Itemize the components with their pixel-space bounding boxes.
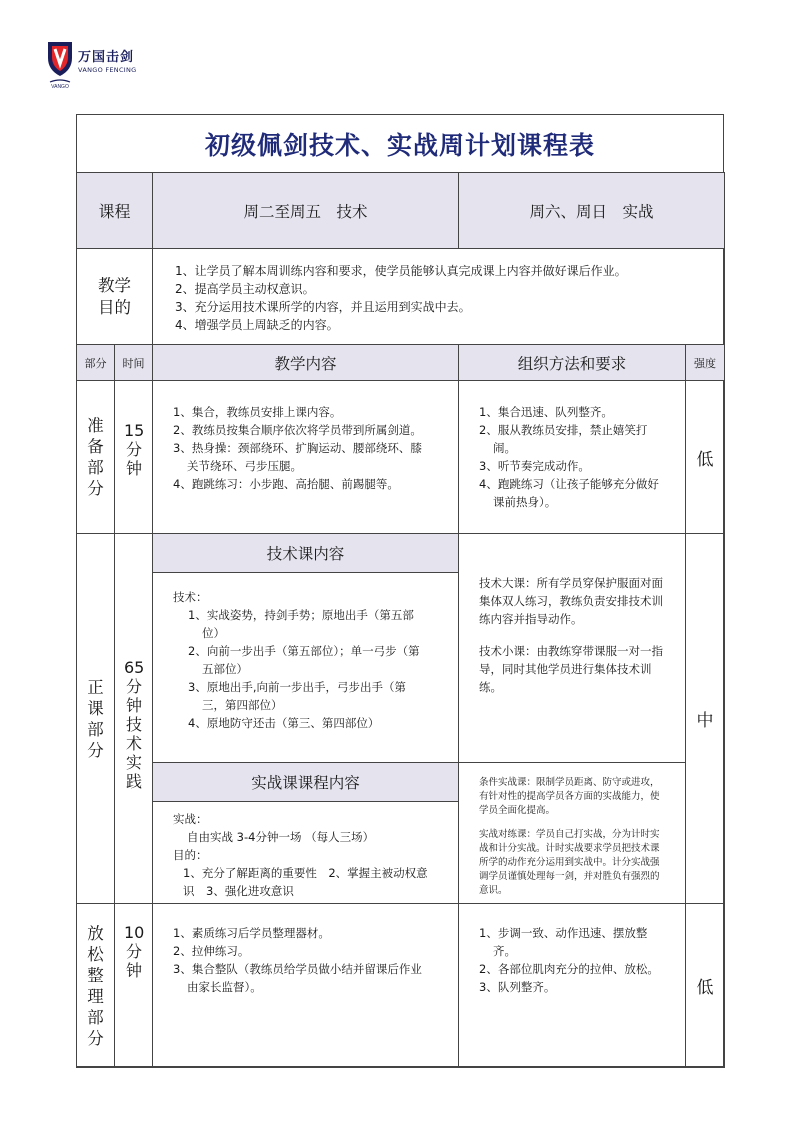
main-intensity: 中 (685, 533, 725, 904)
combat-method-item: 实战对练课：学员自己打实战，分为计时实战和计分实战。计时实战要求学员把技术课所学的动作充分运用到实战中。计分实战强调学员谨慎处理每一剑，并对胜负有强烈的意识。 (479, 829, 660, 896)
tech-item: 3、原地出手,向前一步出手，弓步出手（第三，第四部位） (188, 680, 406, 712)
cool-part: 放松整理部分 (87, 923, 104, 1048)
prep-method-item: 1、集合迅速、队列整齐。 (479, 405, 613, 419)
prep-time-cell (114, 380, 153, 534)
goal-item: 4、增强学员上周缺乏的内容。 (175, 318, 339, 332)
cool-intensity: 低 (685, 903, 725, 1068)
tech-method-item: 技术大课：所有学员穿保护服面对面集体双人练习，教练负责安排技术训练内容并指导动作。 (479, 576, 663, 626)
header-weekday: 周二至周五 技术 (152, 172, 459, 249)
header-weekend: 周六、周日 实战 (458, 172, 725, 249)
tech-method-cell (458, 533, 686, 763)
tech-method-item: 技术小课：由教练穿带课服一对一指导，同时其他学员进行集体技术训练。 (479, 644, 663, 694)
cool-content-item: 3、集合整队（教练员给学员做小结并留课后作业由家长监督）。 (173, 962, 422, 994)
combat-line: 1、充分了解距离的重要性 2、掌握主被动权意识 3、强化进攻意识 (183, 866, 428, 898)
col-time: 时间 (114, 344, 153, 381)
prep-content-item: 1、集合，教练员安排上课内容。 (173, 405, 342, 419)
tech-item: 1、实战姿势，持剑手势；原地出手（第五部位） (188, 608, 414, 640)
prep-content-item: 2、教练员按集合顺序依次将学员带到所属剑道。 (173, 423, 422, 437)
cool-method-item: 1、步调一致、动作迅速、摆放整齐。 (479, 926, 648, 958)
prep-content-cell (152, 380, 459, 534)
brand-name: 万国击剑 (78, 50, 135, 65)
col-part: 部分 (76, 344, 115, 381)
page-title: 初级佩剑技术、实战周计划课程表 (204, 130, 595, 160)
tech-intro: 技术： (173, 590, 208, 604)
schedule-table (76, 114, 724, 1067)
prep-intensity: 低 (685, 380, 725, 534)
brand-name-en: VANGO FENCING (78, 66, 137, 74)
cool-method-item: 3、队列整齐。 (479, 980, 556, 994)
col-method: 组织方法和要求 (458, 344, 686, 381)
prep-method-item: 3、听节奏完成动作。 (479, 459, 590, 473)
cool-content-cell (152, 903, 459, 1068)
combat-line: 目的： (173, 848, 208, 862)
tech-content-cell (152, 572, 459, 763)
prep-part-cell (76, 380, 115, 534)
tech-item: 2、向前一步出手（第五部位）；单一弓步（第五部位） (188, 644, 420, 676)
prep-content-item: 4、跑跳练习：小步跑、高抬腿、前踢腿等。 (173, 477, 399, 491)
tech-item: 4、原地防守还击（第三、第四部位） (188, 716, 380, 730)
prep-method-cell (458, 380, 686, 534)
goals-label: 教学目的 (98, 275, 131, 317)
prep-part: 准备部分 (87, 416, 104, 498)
tech-title: 技术课内容 (152, 533, 459, 573)
vango-shield-icon (46, 38, 74, 90)
cool-part-cell (76, 903, 115, 1068)
combat-content-cell (152, 801, 459, 904)
main-part-cell (76, 533, 115, 904)
goal-item: 2、提高学员主动权意识。 (175, 282, 315, 296)
emblem-text: VANGO (51, 84, 69, 90)
col-content: 教学内容 (152, 344, 459, 381)
combat-method-cell (458, 762, 686, 904)
goals-label-cell (76, 248, 153, 345)
header-course: 课程 (76, 172, 153, 249)
goal-item: 1、让学员了解本周训练内容和要求，使学员能够认真完成课上内容并做好课后作业。 (175, 264, 627, 278)
prep-method-item: 4、跑跳练习（让孩子能够充分做好课前热身）。 (479, 477, 659, 509)
prep-method-item: 2、服从教练员安排，禁止嬉笑打闹。 (479, 423, 648, 455)
col-intensity: 强度 (685, 344, 725, 381)
combat-line: 自由实战 3-4分钟一场 （每人三场） (187, 830, 375, 844)
prep-content-item: 3、热身操：颈部绕环、扩胸运动、腰部绕环、膝关节绕环、弓步压腿。 (173, 441, 422, 473)
main-time: 65分钟技术实践 (124, 658, 145, 791)
main-time-cell (114, 533, 153, 904)
prep-time: 15分钟 (124, 421, 145, 478)
combat-title: 实战课课程内容 (152, 762, 459, 802)
cool-content-item: 1、素质练习后学员整理器材。 (173, 926, 330, 940)
cool-content-item: 2、拉伸练习。 (173, 944, 250, 958)
cool-method-item: 2、各部位肌肉充分的拉伸、放松。 (479, 962, 659, 976)
brand-logo (46, 38, 137, 90)
combat-line: 实战： (173, 812, 208, 826)
cool-method-cell (458, 903, 686, 1068)
cool-time: 10分钟 (124, 923, 145, 980)
cool-time-cell (114, 903, 153, 1068)
main-part: 正课部分 (87, 677, 104, 760)
goal-item: 3、充分运用技术课所学的内容，并且运用到实战中去。 (175, 300, 471, 314)
goals-cell (152, 248, 725, 345)
combat-method-item: 条件实战课：限制学员距离、防守或进攻，有针对性的提高学员各方面的实战能力，使学员全面化提高。 (479, 777, 660, 816)
